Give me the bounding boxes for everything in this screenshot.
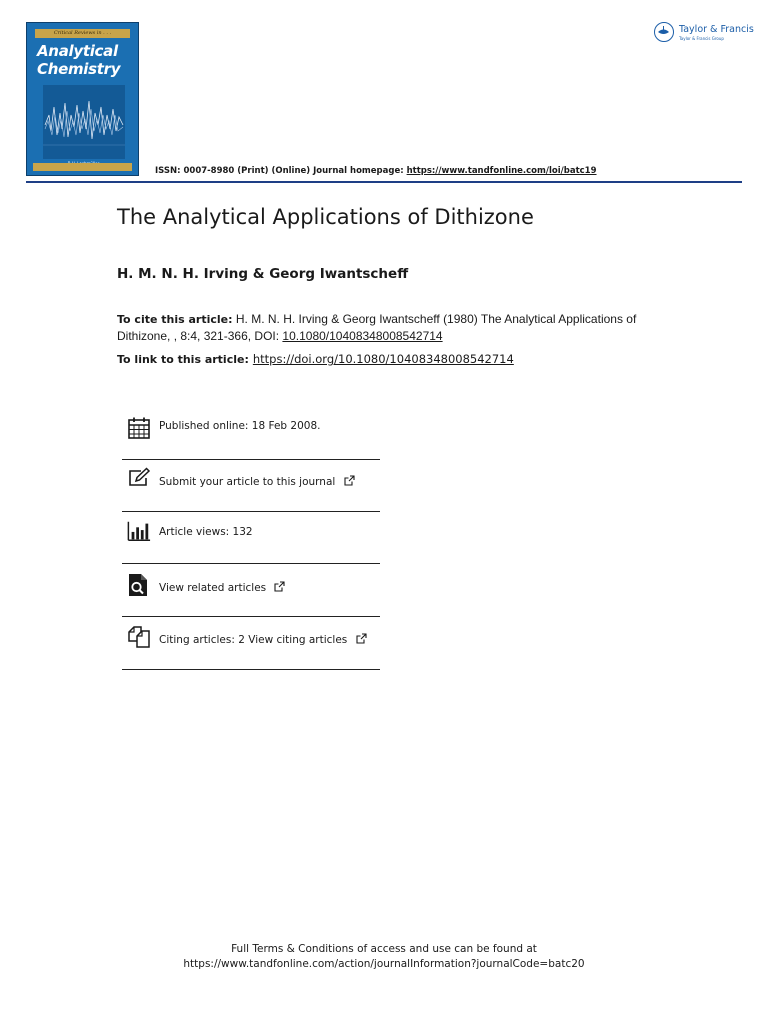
terms-footer-url[interactable]: https://www.tandfonline.com/action/journalInformation?journalCode=batc20	[183, 958, 585, 970]
cover-series-label: Critical Reviews in . . .	[35, 29, 130, 38]
external-link-icon	[356, 633, 367, 644]
citation-block	[117, 311, 657, 344]
issn-text: ISSN: 0007-8980 (Print) (Online) Journal homepage:	[155, 166, 407, 176]
cover-title	[37, 42, 137, 78]
cover-title-line1: Analytical	[37, 42, 118, 60]
article-views-row	[122, 512, 380, 564]
issn-line	[155, 166, 597, 176]
related-articles-row[interactable]	[122, 565, 380, 617]
terms-footer-line1: Full Terms & Conditions of access and use can be found at	[231, 943, 537, 955]
external-link-icon	[344, 475, 355, 486]
terms-footer	[0, 942, 768, 972]
document-search-icon	[127, 573, 151, 597]
row-divider	[122, 563, 380, 564]
external-link-icon	[274, 581, 285, 592]
journal-homepage-link[interactable]: https://www.tandfonline.com/loi/batc19	[406, 166, 597, 176]
publisher-logo[interactable]	[654, 22, 754, 48]
copy-documents-icon	[127, 625, 151, 649]
row-divider	[122, 616, 380, 617]
bar-chart-icon	[127, 519, 151, 543]
submit-article-link[interactable]	[159, 475, 355, 488]
row-divider	[122, 669, 380, 670]
cover-title-line2: Chemistry	[37, 60, 121, 78]
cover-bottom-band	[33, 163, 132, 171]
related-articles-text: View related articles	[159, 582, 267, 594]
publisher-name: Taylor & Francis	[679, 24, 754, 35]
article-title: The Analytical Applications of Dithizone	[117, 205, 534, 229]
submit-article-row[interactable]	[122, 460, 380, 512]
citation-text: H. M. N. H. Irving & Georg Iwantscheff (1980) The Analytical Applications of Dithizone, , 8:4, 321-366, DOI:	[117, 312, 637, 343]
citing-articles-text: Citing articles: 2 View citing articles	[159, 634, 348, 646]
citing-articles-row[interactable]	[122, 618, 380, 670]
edit-icon	[127, 467, 151, 491]
citation-doi-link[interactable]: 10.1080/10408348008542714	[282, 329, 443, 343]
cover-waveform-art	[43, 85, 125, 159]
article-views-text: Article views: 132	[159, 526, 253, 538]
article-authors: H. M. N. H. Irving & Georg Iwantscheff	[117, 266, 409, 282]
citing-articles-link[interactable]	[159, 633, 367, 646]
article-link-label: To link to this article:	[117, 353, 249, 366]
header-divider	[26, 181, 742, 183]
publisher-group: Taylor & Francis Group	[679, 36, 724, 41]
published-online-row	[122, 408, 380, 460]
submit-article-text: Submit your article to this journal	[159, 476, 336, 488]
published-online-text: Published online: 18 Feb 2008.	[159, 420, 321, 432]
citation-label: To cite this article:	[117, 313, 233, 326]
calendar-icon	[127, 416, 151, 440]
article-doi-url[interactable]: https://doi.org/10.1080/10408348008542714	[252, 352, 514, 366]
journal-cover-image	[26, 22, 139, 176]
article-link-line	[117, 352, 514, 366]
publisher-logo-icon	[654, 22, 674, 42]
related-articles-link[interactable]	[159, 581, 285, 594]
